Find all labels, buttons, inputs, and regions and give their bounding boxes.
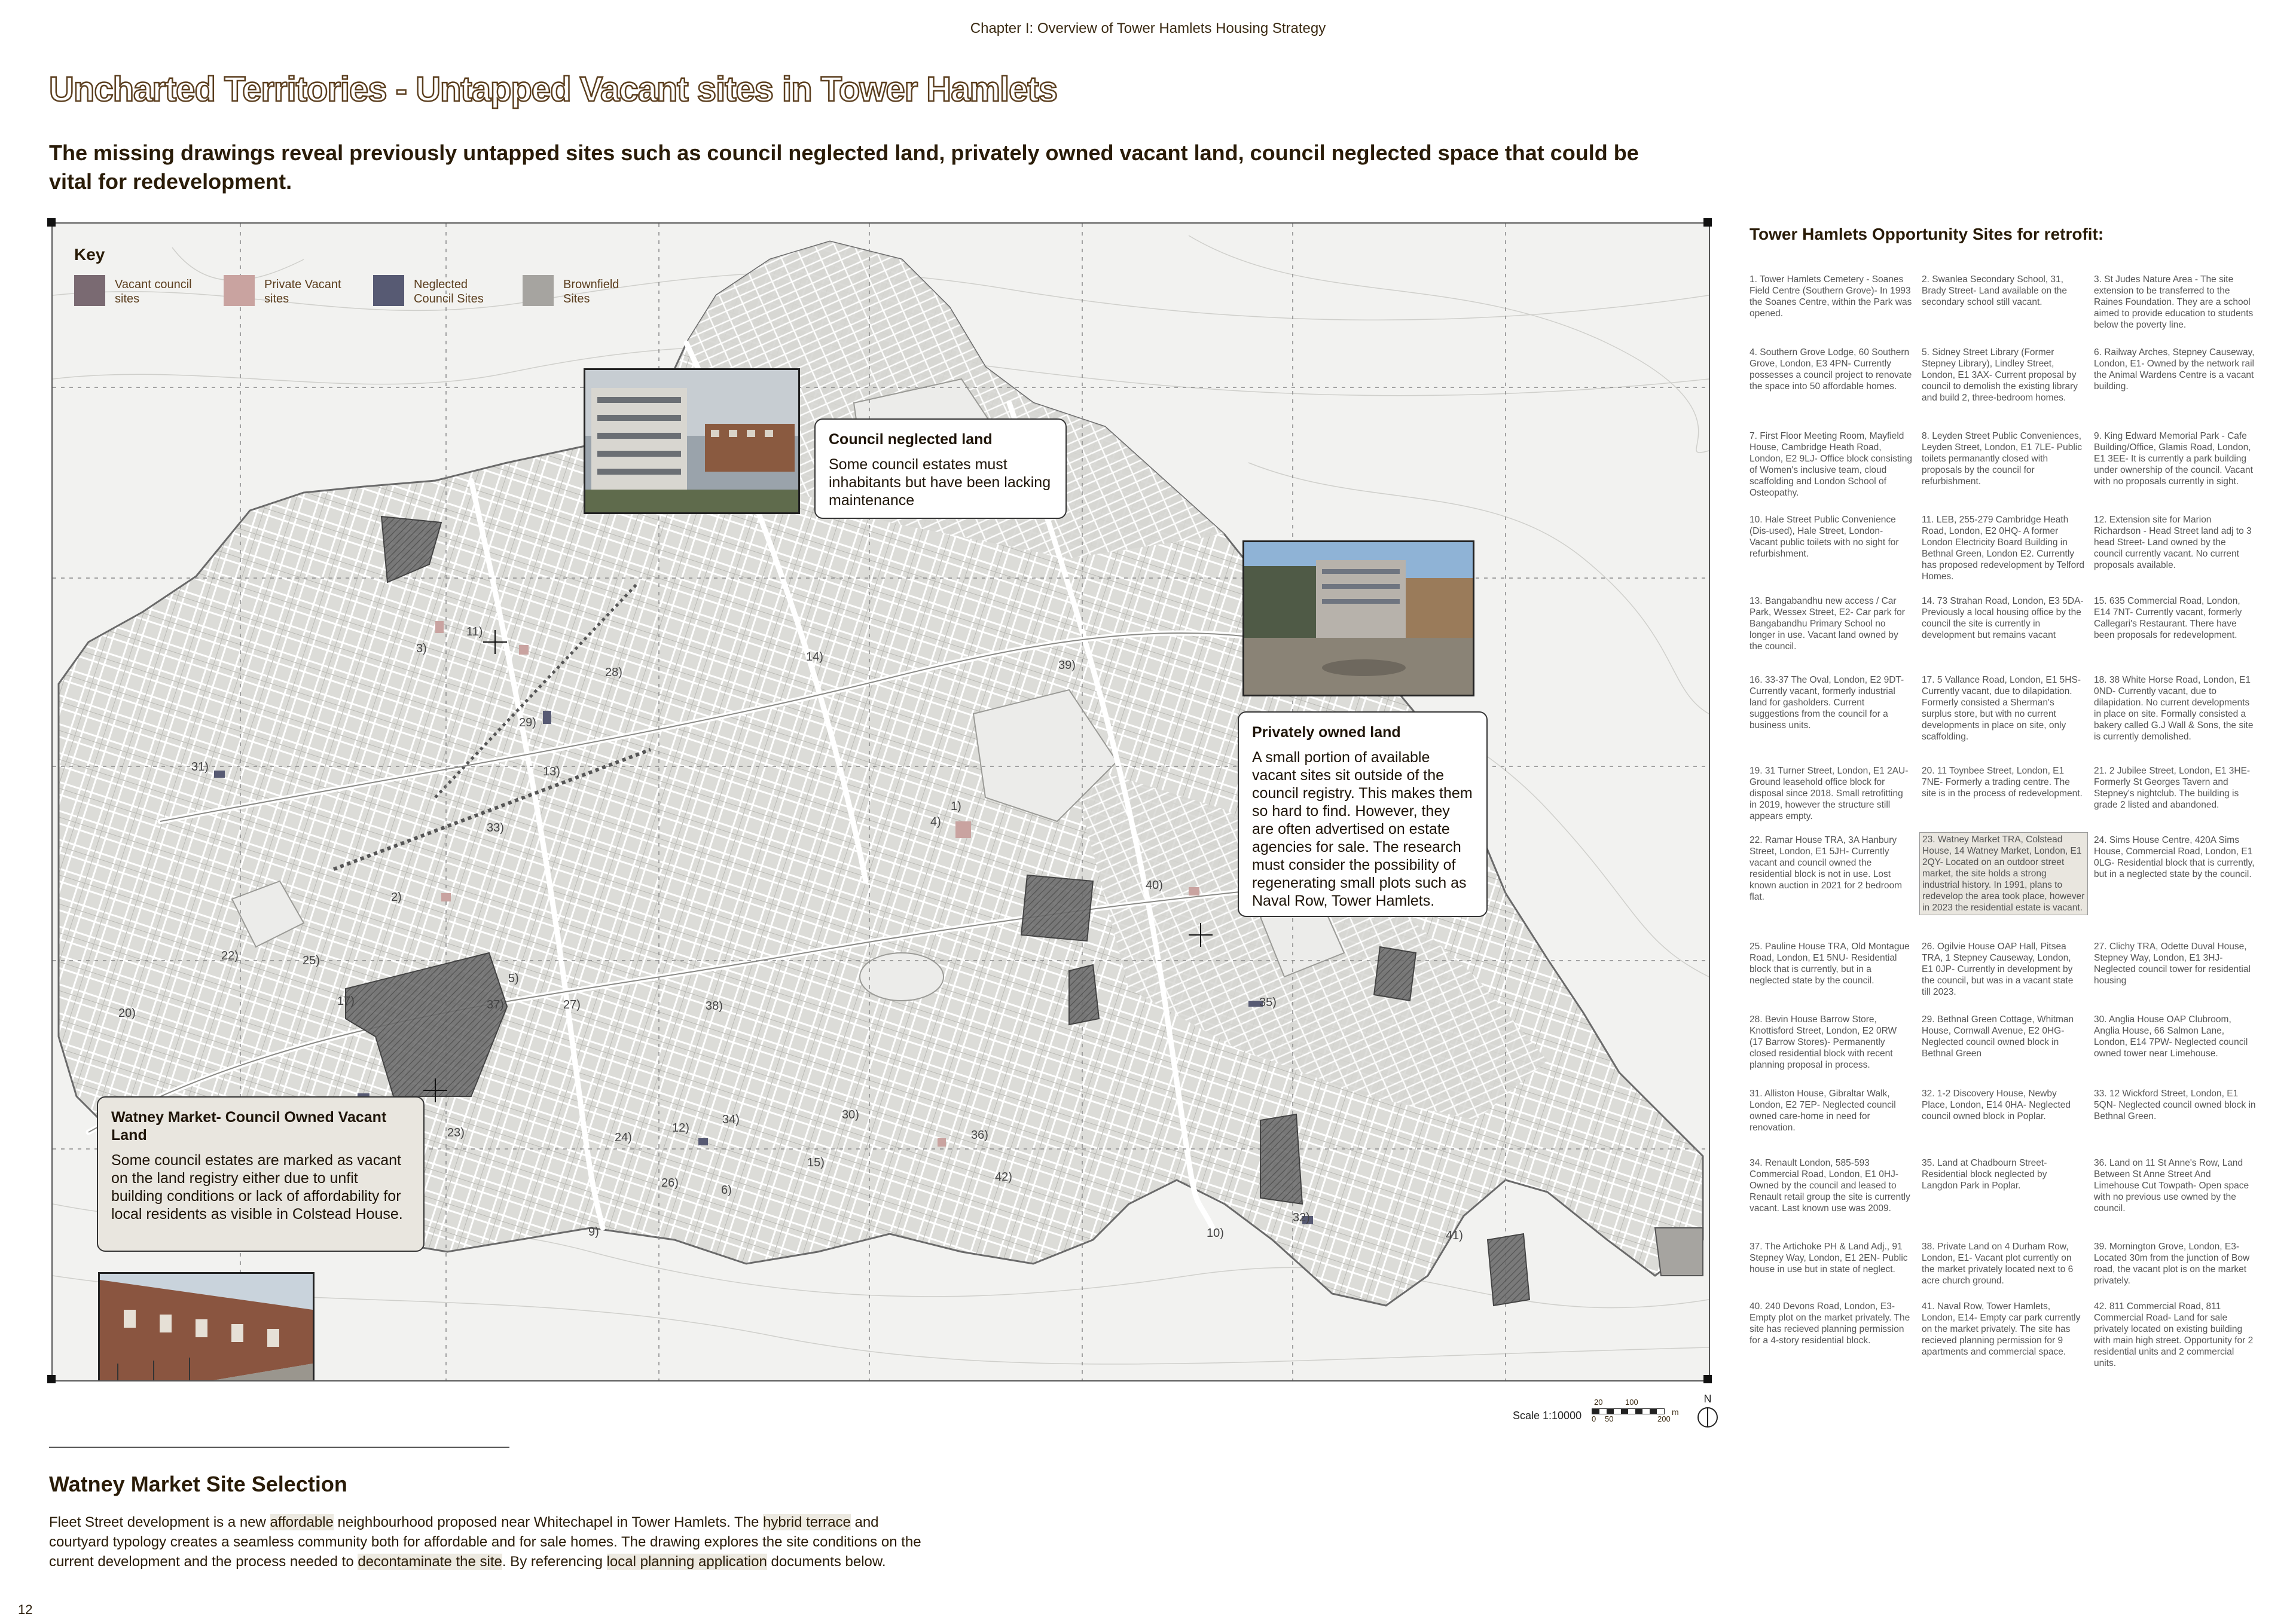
opportunity-item: 31. Alliston House, Gibraltar Walk, London, E2 7EP- Neglected council owned care-home in need for renovation. [1750, 1089, 1896, 1133]
key-label: Brownfield Sites [563, 278, 619, 305]
scale-tick: 0 [1592, 1414, 1596, 1423]
photo-council-estate-image [585, 370, 798, 512]
map-label: 28) [605, 666, 622, 679]
callout-body: A small portion of available vacant sites sit outside of the council registry. This makes them so hard to find. However, they are often advertised on estate agencies for sale. The research must consider the possibility of regenerating small plots such as Naval Row, Tower Hamlets. [1252, 749, 1473, 909]
opportunity-item: 33. 12 Wickford Street, London, E1 5QN- Neglected council owned block in Bethnal Green. [2094, 1089, 2256, 1121]
opportunity-item: 17. 5 Vallance Road, London, E1 5HS- Currently vacant, due to dilapidation. Formerly consisted a Sherman's surplus store, but with no current developments in place on site, only scaffolding. [1922, 675, 2081, 742]
section-title: Watney Market Site Selection [49, 1472, 347, 1496]
opportunity-item: 27. Clichy TRA, Odette Duval House, Stepney Way, London, E1 3HJ- Neglected council tower for residential housing [2094, 942, 2251, 986]
map-label: 15) [807, 1156, 825, 1169]
opportunity-title: Tower Hamlets Opportunity Sites for retrofit: [1750, 225, 2104, 243]
opportunity-item: 24. Sims House Centre, 420A Sims House, Commercial Road, London, E1 0LG- Residential block that is currently, but in a neglected state by the council. [2094, 835, 2255, 879]
key-swatch [224, 275, 255, 306]
opportunity-item: 8. Leyden Street Public Conveniences, Leyden Street, London, E1 7LE- Public toilets permanantly closed with proposals by the council for refurbishment. [1922, 431, 2082, 487]
map-label: 40) [1146, 879, 1163, 892]
map-label: 24) [615, 1131, 632, 1144]
key-title: Key [74, 245, 105, 264]
callout-title: Watney Market- Council Owned Vacant Land [111, 1109, 387, 1144]
opportunity-item-highlighted: 23. Watney Market TRA, Colstead House, 14 Watney Market, London, E1 2QY- Located on an outdoor street market, the site holds a strong industrial history. In 1991, plans to redevelop the area took place, however in 2023 the residential estate is vacant. [1919, 832, 2088, 915]
opportunity-item: 41. Naval Row, Tower Hamlets, London, E14- Empty car park currently on the market privately. The site has recieved planning permission for 9 apartments and commercial space. [1922, 1301, 2081, 1357]
map-label: 26) [661, 1176, 679, 1190]
opportunity-item: 10. Hale Street Public Convenience (Dis-used), Hale Street, London- Vacant public toilets with no sight for refurbishment. [1750, 515, 1899, 559]
opportunity-item: 30. Anglia House OAP Clubroom, Anglia House, 66 Salmon Lane, London, E14 7PW- Neglected council owned tower near Limehouse. [2094, 1014, 2248, 1059]
opportunity-item: 22. Ramar House TRA, 3A Hanbury Street, London, E1 5JH- Currently vacant and council owned the residential block is not in use. Lost known auction in 2021 for 2 bedroom flat. [1750, 835, 1903, 902]
opportunity-item: 21. 2 Jubilee Street, London, E1 3HE- Formerly St Georges Tavern and Stepney's nightclub. The building is grade 2 listed and abandoned. [2094, 766, 2251, 810]
map-label: 35) [1259, 996, 1277, 1009]
section-body [49, 1512, 922, 1572]
photo-private-land [1242, 540, 1474, 696]
callout-title: Privately owned land [1252, 724, 1401, 741]
body-text: Fleet Street development is a new [49, 1514, 270, 1530]
map-label: 29) [519, 716, 536, 729]
frame-corner [1703, 218, 1712, 227]
key-swatch [373, 275, 404, 306]
opportunity-item: 38. Private Land on 4 Durham Row, London, E1- Vacant plot currently on the market privately located next to 6 acre church ground. [1922, 1242, 2074, 1286]
opportunity-item: 15. 635 Commercial Road, London, E14 7NT- Currently vacant, formerly Callegari's Restaurant. There have been proposals for redevelopment. [2094, 596, 2242, 640]
key-swatch [74, 275, 105, 306]
opportunity-item: 19. 31 Turner Street, London, E1 2AU- Ground leasehold office block for disposal since 2018. Small retrofitting in 2019, however the structure still appears empty. [1750, 766, 1909, 821]
callout-watney-market [97, 1096, 425, 1252]
photo-council-estate [584, 368, 800, 514]
map-label: 31) [191, 760, 209, 774]
opportunity-item: 14. 73 Strahan Road, London, E3 5DA- Previously a local housing office by the council the site is currently in development but remains vacant [1922, 596, 2084, 640]
callout-privately-owned [1238, 711, 1488, 917]
map-label: 12) [672, 1121, 689, 1135]
map-label: 32) [1293, 1211, 1310, 1224]
body-text: neighbourhood proposed near Whitechapel in Tower Hamlets. The [333, 1514, 764, 1530]
map-label: 6) [721, 1184, 732, 1197]
body-text: and courtyard typology creates a seamless community both for affordable and for sale homes. The drawing explores the site conditions on the current development and the process needed to [49, 1514, 921, 1570]
frame-corner [47, 218, 56, 227]
photo-watney-market [98, 1272, 315, 1381]
map-label: 22) [221, 949, 239, 962]
chapter-heading: Chapter I: Overview of Tower Hamlets Housing Strategy [970, 20, 1326, 36]
opportunity-item: 18. 38 White Horse Road, London, E1 0ND- Currently vacant, due to dilapidation. No current developments in place on site. Formally consisted a bakery called G.J Wall & Sons, the site is currently demolished. [2094, 675, 2254, 742]
opportunity-item: 29. Bethnal Green Cottage, Whitman House, Cornwall Avenue, E2 0HG- Neglected council owned block in Bethnal Green [1922, 1014, 2074, 1059]
scale-tick: 200 [1657, 1414, 1671, 1423]
map-label: 1) [951, 800, 961, 813]
page-number: 12 [18, 1602, 33, 1617]
map-label: 41) [1446, 1229, 1463, 1242]
key-swatch [523, 275, 554, 306]
key-label: Private Vacant sites [264, 278, 341, 305]
map-label: 30) [842, 1108, 859, 1121]
opportunity-item: 20. 11 Toynbee Street, London, E1 7NE- Formerly a trading centre. The site is in the process of redevelopment. [1922, 766, 2083, 799]
callout-body: Some council estates must inhabitants but have been lacking maintenance [829, 456, 1051, 509]
highlight-text: hybrid terrace [763, 1514, 851, 1530]
map-label: 3) [416, 642, 427, 655]
opportunity-item: 16. 33-37 The Oval, London, E2 9DT- Currently vacant, formerly industrial land for gasholders. Current suggestions from the council for a business units. [1750, 675, 1904, 730]
opportunity-item: 3. St Judes Nature Area - The site extension to be transferred to the Raines Foundation. They are a school aimed to provide education to students below the poverty line. [2094, 274, 2254, 330]
scale-bar [1592, 1399, 1681, 1423]
north-arrow [1696, 1393, 1720, 1432]
callout-title: Council neglected land [829, 431, 993, 448]
opportunity-item: 40. 240 Devons Road, London, E3- Empty plot on the market privately. The site has recieved planning permission for a 4-story residential block. [1750, 1301, 1910, 1346]
map-label: 11) [466, 625, 483, 638]
opportunity-item: 34. Renault London, 585-593 Commercial Road, London, E1 0HJ- Owned by the council and leased to Renault retail group the site is currently vacant. Last known use was 2009. [1750, 1158, 1910, 1214]
opportunity-item: 39. Mornington Grove, London, E3- Located 30m from the junction of Bow road, the vacant plot is on the market privately. [2094, 1242, 2250, 1286]
opportunity-item: 4. Southern Grove Lodge, 60 Southern Grove, London, E3 4PN- Currently possesses a council project to renovate the space into 50 affordable homes. [1750, 347, 1912, 392]
opportunity-item: 28. Bevin House Barrow Store, Knottisford Street, London, E2 0RW (17 Barrow Stores)- Permanently closed residential block with recent planning proposal in process. [1750, 1014, 1897, 1070]
north-label: N [1703, 1393, 1712, 1405]
map-key [74, 245, 619, 305]
page-title: Uncharted Territories - Untapped Vacant sites in Tower Hamlets [49, 70, 1057, 109]
map-label: 36) [971, 1129, 988, 1142]
map-label: 33) [487, 821, 504, 835]
body-text: documents below. [767, 1554, 886, 1570]
body-text: . By referencing [502, 1554, 607, 1570]
callout-council-neglected [814, 418, 1067, 519]
map-label: 42) [995, 1170, 1012, 1184]
callout-body: Some council estates are marked as vacant on the land registry either due to unfit building conditions or lack of affordability for local residents as visible in Colstead House. [111, 1152, 403, 1222]
map-label: 9) [588, 1225, 599, 1239]
section-divider [49, 1447, 509, 1448]
opportunity-item: 13. Bangabandhu new access / Car Park, Wessex Street, E2- Car park for Bangabandhu Primary School no longer in use. Vacant land owned by the council. [1750, 596, 1905, 652]
scale-label: Scale 1:10000 [1513, 1410, 1582, 1422]
opportunity-item: 2. Swanlea Secondary School, 31, Brady Street- Land available on the secondary school still vacant. [1922, 274, 2067, 307]
map-label: 23) [447, 1126, 465, 1139]
map-label: 14) [806, 650, 823, 664]
page-subtitle: The missing drawings reveal previously untapped sites such as council neglected land, privately owned vacant land, council neglected space that could be vital for redevelopment. [49, 140, 1639, 194]
map-label: 17) [337, 995, 355, 1008]
frame-corner [47, 1375, 56, 1383]
opportunity-item: 36. Land on 11 St Anne's Row, Land Between St Anne Street And Limehouse Cut Towpath- Open space with no previous use owned by the council. [2094, 1158, 2249, 1214]
opportunity-item: 1. Tower Hamlets Cemetery - Soanes Field Centre (Southern Grove)- In 1993 the Soanes Centre, within the Park was opened. [1750, 274, 1912, 319]
highlight-text: decontaminate the site [358, 1554, 502, 1570]
map-label: 27) [563, 998, 581, 1011]
opportunity-item: 42. 811 Commercial Road, 811 Commercial Road- Land for sale privately located on existing building with main high street. Opportunity for 2 residential units and 2 commercial units. [2094, 1301, 2254, 1368]
highlight-text: local planning application [606, 1554, 767, 1570]
highlight-text: affordable [270, 1514, 334, 1530]
opportunity-item: 9. King Edward Memorial Park - Cafe Building/Office, Glamis Road, London, E1 3EE- It is currently a park building under ownership of the council. Vacant with no proposals currently in sight. [2094, 431, 2253, 487]
map-label: 20) [118, 1007, 136, 1020]
opportunity-item: 7. First Floor Meeting Room, Mayfield House, Cambridge Heath Road, London, E2 9LJ- Office block consisting of Women's inclusive team, cloud scaffolding and London School of Osteopathy. [1750, 431, 1912, 498]
opportunity-item: 11. LEB, 255-279 Cambridge Heath Road, London, E2 0HQ- A former London Electricity Board Building in Bethnal Green, London E2. Currently has proposed redevelopment by Telford Homes. [1922, 515, 2084, 582]
scale-bar-graphic [1592, 1408, 1665, 1414]
scale-unit: m [1672, 1407, 1679, 1417]
map-label: 2) [391, 891, 402, 904]
frame-corner [1703, 1375, 1712, 1383]
map-label: 37) [487, 998, 504, 1011]
map-label: 13) [543, 765, 560, 778]
opportunity-item: 37. The Artichoke PH & Land Adj., 91 Stepney Way, London, E1 2EN- Public house in use but in state of neglect. [1750, 1242, 1908, 1274]
map-label: 10) [1207, 1227, 1224, 1240]
scale-tick: 50 [1605, 1414, 1614, 1423]
opportunity-item: 5. Sidney Street Library (Former Stepney Library), Lindley Street, London, E1 3AX- Current proposal by council to demolish the existing library and build 2, three-bedroom homes. [1922, 347, 2078, 403]
map-label: 25) [303, 954, 320, 967]
opportunity-item: 12. Extension site for Marion Richardson - Head Street land adj to 3 head Street- Land owned by the council currently vacant. No current proposals available. [2094, 515, 2252, 570]
map-label: 5) [508, 972, 519, 985]
opportunity-item: 35. Land at Chadbourn Street- Residential block neglected by Langdon Park in Poplar. [1922, 1158, 2047, 1191]
photo-private-land-image [1244, 542, 1473, 695]
north-arrow-icon [1696, 1405, 1720, 1429]
photo-watney-market-image [100, 1274, 313, 1381]
map-label: 38) [706, 1000, 723, 1013]
scale-tick: 100 [1625, 1398, 1638, 1407]
opportunity-item: 32. 1-2 Discovery House, Newby Place, London, E14 0HA- Neglected council owned block in Poplar. [1922, 1089, 2071, 1121]
map-label: 34) [722, 1113, 740, 1126]
opportunity-item: 25. Pauline House TRA, Old Montague Road, London, E1 5NU- Residential block that is currently, but in a neglected state by the council. [1750, 942, 1910, 986]
scale-tick: 20 [1594, 1398, 1603, 1407]
key-label: Neglected Council Sites [414, 278, 484, 305]
map-label: 39) [1058, 659, 1076, 672]
opportunity-item: 26. Ogilvie House OAP Hall, Pitsea TRA, 1 Stepney Causeway, London, E1 0JP- Currently in development by the council, but was in a vacant state till 2023. [1922, 942, 2074, 997]
key-label: Vacant council sites [115, 278, 192, 305]
map-label: 4) [930, 815, 941, 829]
opportunity-item: 6. Railway Arches, Stepney Causeway, London, E1- Owned by the network rail the Animal Wardens Centre is a vacant building. [2094, 347, 2255, 392]
